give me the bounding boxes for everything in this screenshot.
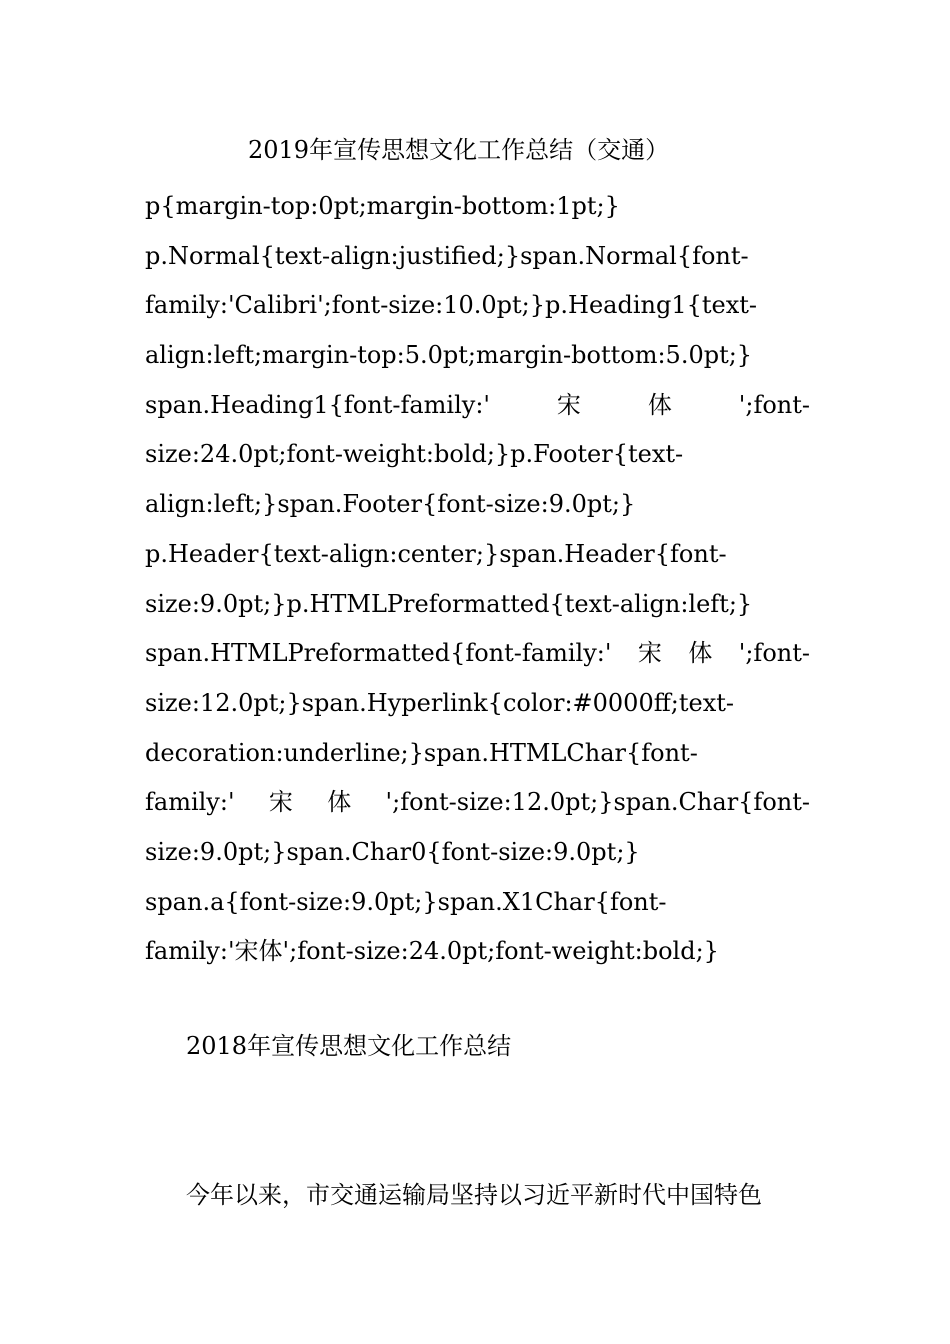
css-line: size:9.0pt;}span.Char0{font-size:9.0pt;} bbox=[145, 837, 640, 866]
css-line: size:24.0pt;font-weight:bold;}p.Footer{text- bbox=[145, 440, 684, 469]
css-fragment: 宋 bbox=[268, 788, 293, 817]
css-fragment: 体 bbox=[688, 639, 713, 668]
css-fragment: ';font- bbox=[738, 390, 810, 419]
css-fragment: ';font-size:12.0pt;}span.Char{font- bbox=[385, 788, 810, 817]
css-fragment: ';font- bbox=[738, 639, 810, 668]
css-line bbox=[145, 629, 810, 679]
css-fragment: family:' bbox=[145, 788, 235, 817]
css-fragment: 体 bbox=[647, 390, 672, 419]
section-heading: 2018年宣传思想文化工作总结 bbox=[186, 1032, 512, 1060]
css-line: align:left;margin-top:5.0pt;margin-bottom:5.0pt;} bbox=[145, 341, 753, 370]
css-line: span.a{font-size:9.0pt;}span.X1Char{font- bbox=[145, 887, 667, 916]
css-line: p.Header{text-align:center;}span.Header{font- bbox=[145, 539, 727, 568]
css-fragment: span.HTMLPreformatted{font-family:' bbox=[145, 639, 612, 668]
css-text-block bbox=[145, 182, 810, 977]
css-fragment: 宋 bbox=[556, 390, 581, 419]
css-line: family:'Calibri';font-size:10.0pt;}p.Heading1{text- bbox=[145, 291, 757, 320]
css-line: align:left;}span.Footer{font-size:9.0pt;} bbox=[145, 490, 636, 519]
document-title: 2019年宣传思想文化工作总结（交通） bbox=[248, 136, 670, 164]
css-fragment: 宋 bbox=[637, 639, 662, 668]
css-line bbox=[145, 381, 810, 431]
css-line bbox=[145, 778, 810, 828]
css-line: p{margin-top:0pt;margin-bottom:1pt;} bbox=[145, 192, 620, 220]
css-fragment: 体 bbox=[327, 788, 352, 817]
css-line: p.Normal{text-align:justified;}span.Normal{font- bbox=[145, 241, 749, 270]
body-paragraph: 今年以来，市交通运输局坚持以习近平新时代中国特色 bbox=[186, 1181, 762, 1209]
css-line: size:12.0pt;}span.Hyperlink{color:#0000ff;text- bbox=[145, 688, 734, 717]
css-line: decoration:underline;}span.HTMLChar{font- bbox=[145, 738, 698, 767]
css-line: size:9.0pt;}p.HTMLPreformatted{text-align:left;} bbox=[145, 589, 753, 618]
css-fragment: span.Heading1{font-family:' bbox=[145, 390, 490, 419]
css-line: family:'宋体';font-size:24.0pt;font-weight:bold;} bbox=[145, 937, 719, 966]
